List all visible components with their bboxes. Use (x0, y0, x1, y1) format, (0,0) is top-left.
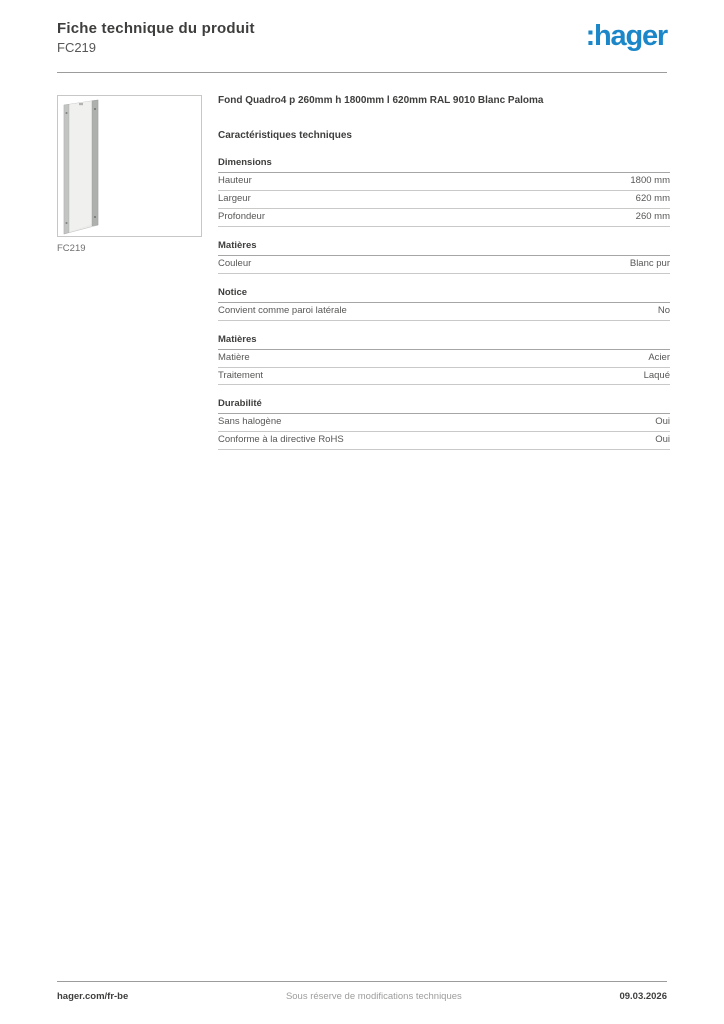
product-image-column (57, 95, 202, 254)
spec-value: Laqué (643, 369, 670, 381)
spec-row (218, 209, 670, 227)
spec-section (218, 398, 670, 450)
header-divider (57, 72, 667, 73)
spec-section (218, 334, 670, 386)
spec-value: Blanc pur (629, 257, 670, 269)
product-image-caption: FC219 (57, 243, 86, 254)
footer-disclaimer: Sous réserve de modifications techniques (285, 991, 462, 1002)
spec-label: Profondeur (218, 210, 266, 222)
footer-row (57, 991, 667, 1002)
spec-section (218, 287, 670, 321)
footer-date: 09.03.2026 (619, 991, 667, 1002)
spec-label: Largeur (218, 192, 251, 204)
spec-label: Conforme à la directive RoHS (218, 434, 344, 446)
product-reference: FC219 (57, 40, 97, 55)
spec-value: No (657, 304, 670, 316)
spec-value: Oui (655, 416, 670, 428)
document-footer (57, 981, 667, 1002)
spec-row (218, 191, 670, 209)
spec-row (218, 368, 670, 386)
spec-section (218, 157, 670, 227)
spec-value: 1800 mm (630, 175, 670, 186)
product-title: Fond Quadro4 p 260mm h 1800mm l 620mm RAL 9010 Blanc Paloma (218, 95, 544, 106)
characteristics-heading: Caractéristiques techniques (218, 130, 352, 141)
spec-row (218, 303, 670, 321)
product-image (57, 95, 202, 237)
document-header (57, 20, 667, 55)
spec-label: Hauteur (218, 175, 252, 186)
spec-section-heading: Matières (218, 334, 670, 350)
spec-section-heading: Notice (218, 287, 670, 303)
spec-row (218, 350, 670, 368)
spec-table (218, 157, 670, 450)
page-title: Fiche technique du produit (57, 20, 255, 37)
spec-section (218, 240, 670, 274)
footer-divider (57, 981, 667, 982)
spec-label: Traitement (218, 369, 264, 381)
spec-label: Matière (218, 351, 250, 363)
spec-section-heading: Durabilité (218, 398, 670, 414)
spec-value: 260 mm (635, 210, 670, 222)
spec-label: Couleur (218, 257, 252, 269)
spec-row (218, 256, 670, 274)
spec-row (218, 414, 670, 432)
panel-illustration (58, 96, 201, 236)
footer-url: hager.com/fr-be (57, 991, 129, 1002)
spec-label: Sans halogène (218, 416, 282, 428)
spec-value: 620 mm (635, 192, 670, 204)
spec-label: Convient comme paroi latérale (218, 304, 347, 316)
specifications-column (218, 95, 670, 463)
hager-logo: :hager (585, 20, 667, 52)
spec-row (218, 173, 670, 191)
spec-row (218, 432, 670, 450)
spec-value: Acier (648, 351, 670, 363)
spec-section-heading: Dimensions (218, 157, 670, 173)
spec-value: Oui (655, 434, 670, 446)
spec-section-heading: Matières (218, 240, 670, 256)
